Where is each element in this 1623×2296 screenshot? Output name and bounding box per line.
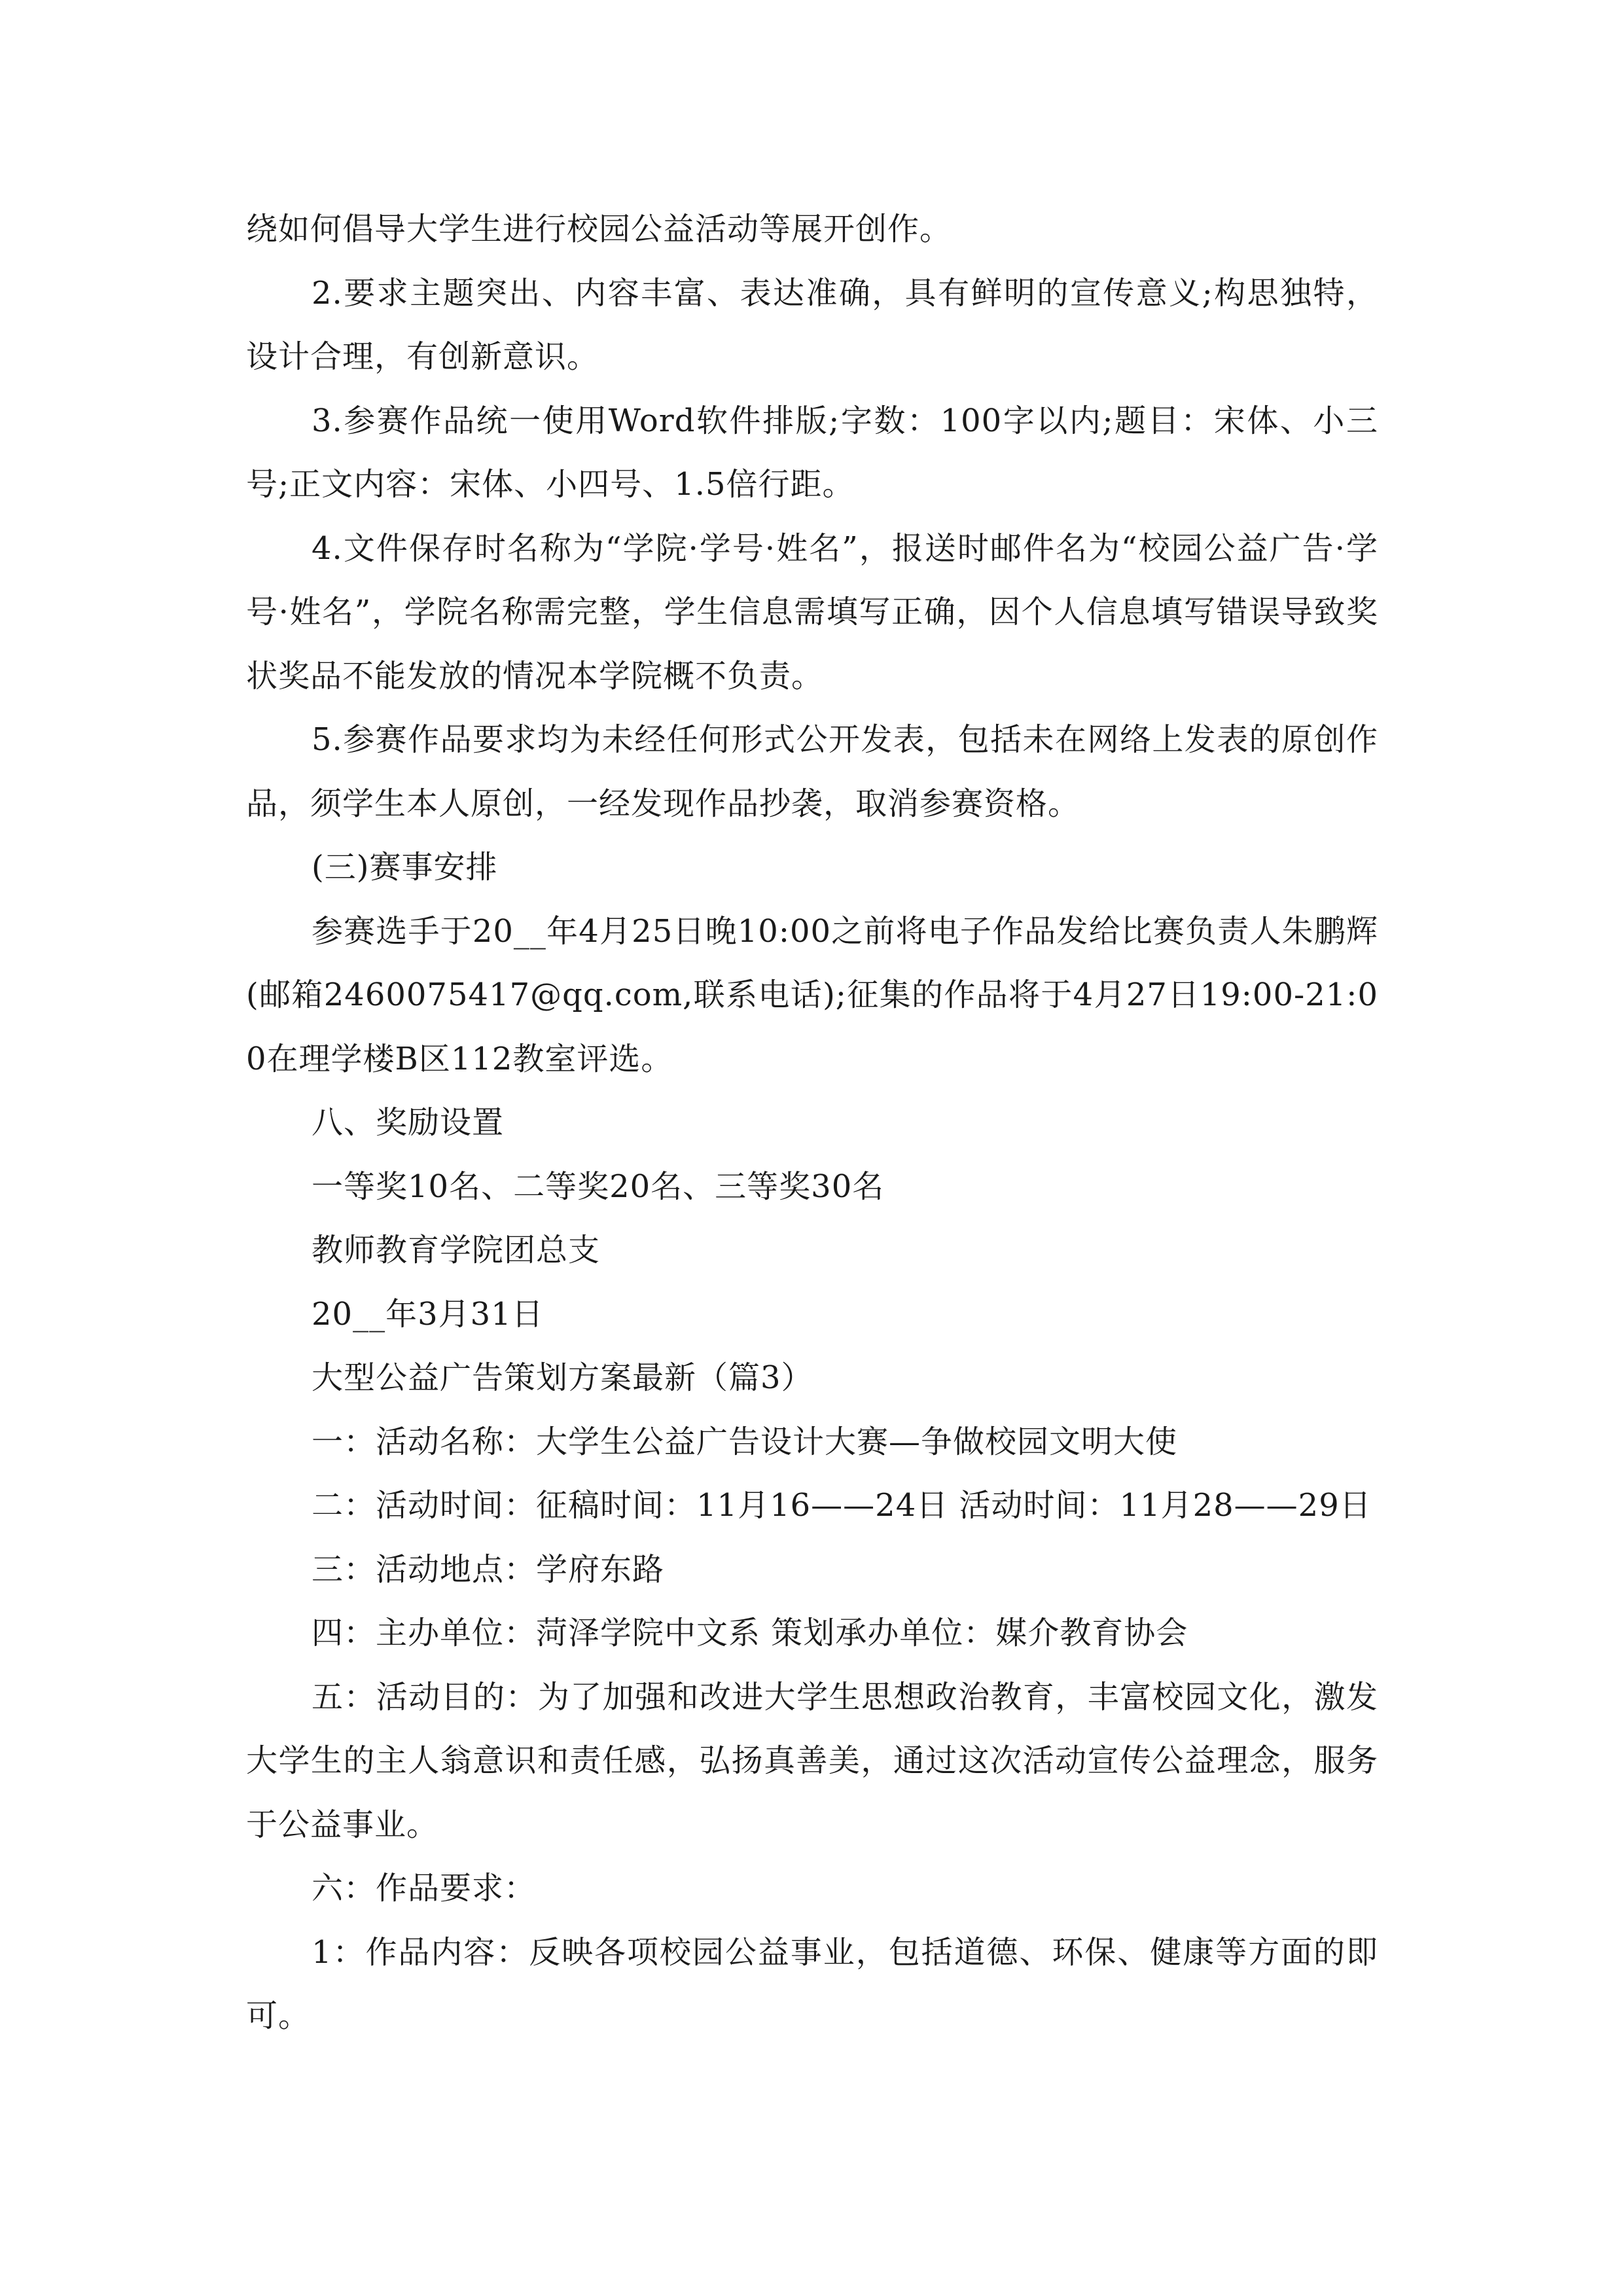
item-activity-name: 一：活动名称：大学生公益广告设计大赛—争做校园文明大使: [312, 1423, 1178, 1460]
item-activity-purpose: 五：活动目的：为了加强和改进大学生思想政治教育，丰富校园文化，激发大学生的主人翁意识和责任感，弘扬真善美，通过这次活动宣传公益理念，服务于公益事业。: [246, 1678, 1378, 1843]
signature-organization: 教师教育学院团总支: [312, 1232, 601, 1268]
item-activity-location: 三：活动地点：学府东路: [312, 1551, 665, 1588]
paragraph-requirement-5: 5.参赛作品要求均为未经任何形式公开发表，包括未在网络上发表的原创作品，须学生本人原创，一经发现作品抄袭，取消参赛资格。: [246, 721, 1378, 822]
paragraph-requirement-3: 3.参赛作品统一使用Word软件排版;字数：100字以内;题目：宋体、小三号;正文内容：宋体、小四号、1.5倍行距。: [246, 402, 1378, 503]
item-work-requirements: 六：作品要求：: [312, 1870, 537, 1907]
paragraph-schedule: 参赛选手于20__年4月25日晚10:00之前将电子作品发给比赛负责人朱鹏辉(邮箱2460075417@qq.com,联系电话);征集的作品将于4月27日19:00-21:00在理学楼B区112教室评选。: [246, 912, 1378, 1077]
section-heading-schedule: (三)赛事安排: [312, 849, 498, 886]
item-work-content: 1：作品内容：反映各项校园公益事业，包括道德、环保、健康等方面的即可。: [246, 1933, 1378, 2034]
paragraph-requirement-4: 4.文件保存时名称为“学院·学号·姓名”，报送时邮件名为“校园公益广告·学号·姓名”，学院名称需完整，学生信息需填写正确，因个人信息填写错误导致奖状奖品不能发放的情况本学院概不负责。: [246, 529, 1378, 694]
section-heading-awards: 八、奖励设置: [312, 1104, 505, 1141]
section-title-plan-3: 大型公益广告策划方案最新（篇3）: [312, 1359, 813, 1396]
paragraph-requirement-2: 2.要求主题突出、内容丰富、表达准确，具有鲜明的宣传意义;构思独特，设计合理，有创新意识。: [246, 274, 1378, 375]
document-body: [246, 198, 1378, 2049]
item-activity-time: 二：活动时间：征稿时间：11月16——24日 活动时间：11月28——29日: [312, 1487, 1372, 1524]
item-organizer: 四：主办单位：菏泽学院中文系 策划承办单位：媒介教育协会: [312, 1615, 1188, 1651]
signature-date: 20__年3月31日: [312, 1295, 544, 1333]
paragraph-continuation: 绕如何倡导大学生进行校园公益活动等展开创作。: [246, 211, 952, 247]
paragraph-awards: 一等奖10名、二等奖20名、三等奖30名: [312, 1168, 885, 1205]
